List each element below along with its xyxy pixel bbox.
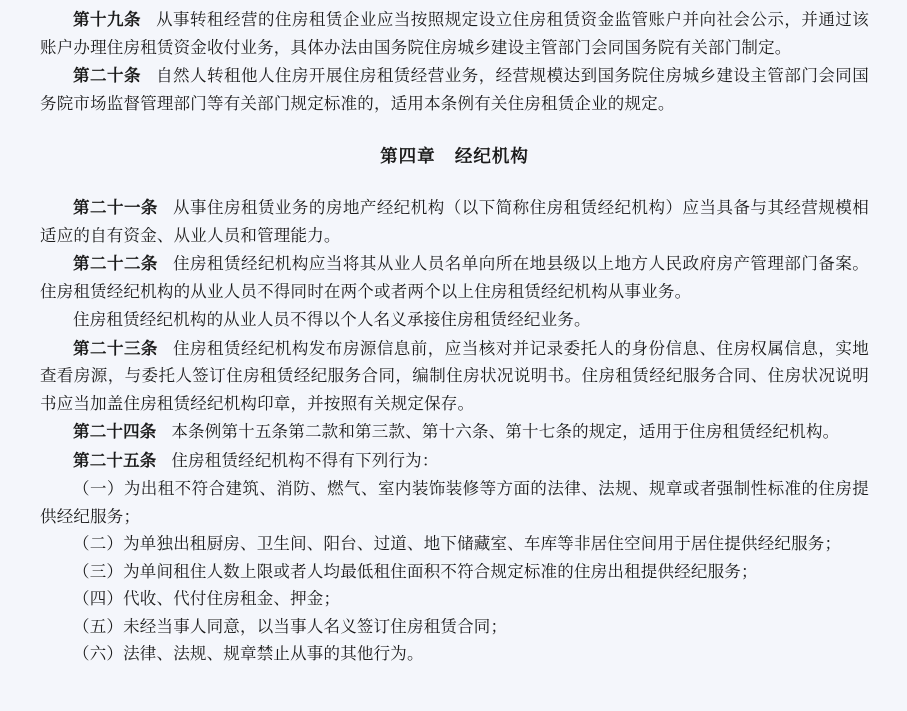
paragraph-article-25	[40, 447, 869, 475]
article-number: 第二十一条	[73, 198, 158, 217]
article-text: 住房租赁经纪机构发布房源信息前，应当核对并记录委托人的身份信息、住房权属信息，实地查看房源，与委托人签订住房租赁经纪服务合同，编制住房状况说明书。住房租赁经纪服务合同、住房状况说明书应当加盖住房租赁经纪机构印章，并按照有关规定保存。	[40, 338, 870, 413]
paragraph-article-22	[40, 250, 869, 305]
list-item: （四）代收、代付住房租金、押金；	[73, 589, 341, 608]
paragraph-article-23	[40, 335, 869, 418]
article-number: 第二十四条	[73, 422, 157, 441]
list-item: （一）为出租不符合建筑、消防、燃气、室内装饰装修等方面的法律、法规、规章或者强制性标准的住房提供经纪服务；	[40, 479, 869, 526]
article-text: 住房租赁经纪机构的从业人员不得以个人名义承接住房租赁经纪业务。	[73, 310, 591, 329]
paragraph-article-20	[40, 62, 869, 117]
article-text: 住房租赁经纪机构不得有下列行为：	[171, 450, 439, 470]
chapter-number: 第四章	[380, 146, 436, 166]
article-number: 第二十二条	[73, 254, 158, 273]
chapter-name: 经纪机构	[454, 146, 529, 166]
paragraph-article-19	[40, 6, 869, 61]
paragraph-article-22-sub	[40, 306, 869, 334]
article-text: 本条例第十五条第二款和第三款、第十六条、第十七条的规定，适用于住房租赁经纪机构。	[171, 422, 840, 441]
article-number: 第二十五条	[73, 450, 157, 470]
article-text: 自然人转租他人住房开展住房租赁经营业务，经营规模达到国务院住房城乡建设主管部门会同国务院市场监督管理部门等有关部门规定标准的，适用本条例有关住房租赁企业的规定。	[40, 66, 869, 113]
list-item: （六）法律、法规、规章禁止从事的其他行为。	[73, 644, 424, 663]
article-text: 住房租赁经纪机构应当将其从业人员名单向所在地县级以上地方人民政府房产管理部门备案。住房租赁经纪机构的从业人员不得同时在两个或者两个以上住房租赁经纪机构从事业务。	[40, 254, 870, 301]
list-item: （三）为单间租住人数上限或者人均最低租住面积不符合规定标准的住房出租提供经纪服务；	[73, 561, 758, 581]
chapter-heading	[40, 143, 869, 170]
article-number: 第二十三条	[73, 338, 158, 358]
list-item: （五）未经当事人同意，以当事人名义签订住房租赁合同；	[73, 616, 508, 636]
article-number: 第二十条	[73, 66, 141, 85]
paragraph-article-24	[40, 418, 869, 446]
article-text: 从事住房租赁业务的房地产经纪机构（以下简称住房租赁经纪机构）应当具备与其经营规模相适应的自有资金、从业人员和管理能力。	[40, 198, 870, 245]
list-item: （二）为单独出租厨房、卫生间、阳台、过道、地下储藏室、车库等非居住空间用于居住提供经纪服务；	[73, 534, 842, 553]
article-number: 第十九条	[73, 10, 141, 29]
article-text: 从事转租经营的住房租赁企业应当按照规定设立住房租赁资金监管账户并向社会公示，并通过该账户办理住房租赁资金收付业务，具体办法由国务院住房城乡建设主管部门会同国务院有关部门制定。	[40, 10, 869, 57]
paragraph-article-21	[40, 194, 869, 249]
